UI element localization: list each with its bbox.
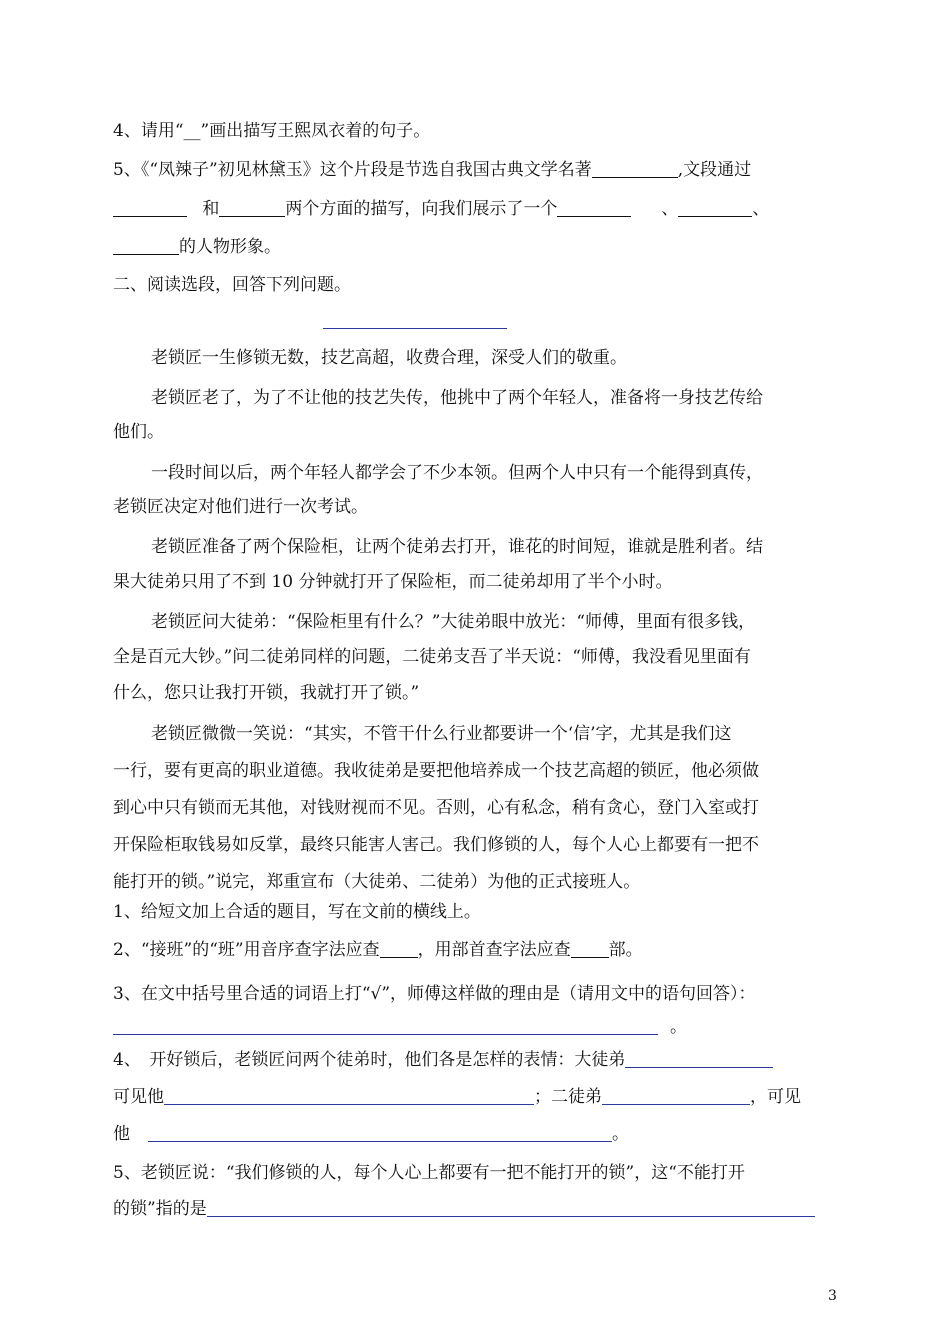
question-2: 2、“接班”的“班”用音序查字法应查 ，用部首查字法应查 部。 xyxy=(113,940,643,960)
answer-blank[interactable] xyxy=(592,159,678,178)
question-5-line3: 的人物形象。 xyxy=(113,234,281,260)
passage-paragraph-1: 老锁匠一生修锁无数，技艺高超，收费合理，深受人们的敬重。 xyxy=(151,348,627,368)
answer-line[interactable] xyxy=(207,1196,815,1217)
answer-blank[interactable] xyxy=(113,198,187,217)
answer-blank[interactable] xyxy=(678,198,752,217)
answer-blank-yinxu[interactable] xyxy=(380,939,418,958)
passage-paragraph-4: 老锁匠准备了两个保险柜，让两个徒弟去打开，谁花的时间短，谁就是胜利者。结 xyxy=(151,537,763,557)
answer-line[interactable] xyxy=(625,1047,773,1068)
answer-line[interactable] xyxy=(113,1014,658,1035)
passage-paragraph-3-cont: 老锁匠决定对他们进行一次考试。 xyxy=(113,497,368,517)
question-3-answer: 。 xyxy=(113,1014,687,1040)
passage-paragraph-2: 老锁匠老了，为了不让他的技艺失传，他挑中了两个年轻人，准备将一身技艺传给 xyxy=(151,388,763,408)
question-1: 1、给短文加上合适的题目，写在文前的横线上。 xyxy=(113,902,481,922)
passage-paragraph-5: 老锁匠问大徒弟：“保险柜里有什么？”大徒弟眼中放光：“师傅，里面有很多钱， xyxy=(151,612,756,632)
answer-blank-bushou[interactable] xyxy=(571,939,609,958)
answer-blank[interactable] xyxy=(557,198,631,217)
passage-paragraph-4-cont: 果大徒弟只用了不到 10 分钟就打开了保险柜，而二徒弟却用了半个小时。 xyxy=(113,572,673,592)
question-4-line1: 4、 开好锁后，老锁匠问两个徒弟时，他们各是怎样的表情：大徒弟 xyxy=(113,1047,773,1073)
answer-line[interactable] xyxy=(602,1084,750,1105)
question-4-line2: 可见他 ；二徒弟 ，可见 xyxy=(113,1084,801,1110)
passage-paragraph-6-cont2: 到心中只有锁而无其他，对钱财视而不见。否则，心有私念，稍有贪心，登门入室或打 xyxy=(113,798,759,818)
passage-paragraph-6-cont3: 开保险柜取钱易如反掌，最终只能害人害己。我们修锁的人，每个人心上都要有一把不 xyxy=(113,835,759,855)
question-5-line1-s2: 5、老锁匠说：“我们修锁的人，每个人心上都要有一把不能打开的锁”，这“不能打开 xyxy=(113,1163,745,1183)
title-answer-line[interactable] xyxy=(323,328,507,329)
page-number: 3 xyxy=(828,1288,837,1304)
answer-blank[interactable] xyxy=(219,198,285,217)
answer-line[interactable] xyxy=(164,1084,534,1105)
passage-paragraph-5-cont1: 全是百元大钞。”问二徒弟同样的问题，二徒弟支吾了半天说：“师傅，我没看见里面有 xyxy=(113,647,751,667)
question-4-section1: 4、请用“__”画出描写王熙凤衣着的句子。 xyxy=(113,121,431,141)
passage-paragraph-6: 老锁匠微微一笑说：“其实，不管干什么行业都要讲一个‘信’字，尤其是我们这 xyxy=(151,724,732,744)
answer-line[interactable] xyxy=(148,1121,612,1142)
passage-paragraph-3: 一段时间以后，两个年轻人都学会了不少本领。但两个人中只有一个能得到真传， xyxy=(151,463,763,483)
answer-blank[interactable] xyxy=(113,236,179,255)
passage-paragraph-5-cont2: 什么，您只让我打开锁，我就打开了锁。” xyxy=(113,683,420,703)
section-heading: 二、阅读选段，回答下列问题。 xyxy=(113,275,351,295)
passage-paragraph-2-cont: 他们。 xyxy=(113,422,164,442)
question-5-line2-s2: 的锁”指的是 xyxy=(113,1196,815,1222)
passage-paragraph-6-cont4: 能打开的锁。”说完，郑重宣布（大徒弟、二徒弟）为他的正式接班人。 xyxy=(113,872,641,892)
question-5-line1: 5、《“凤辣子”初见林黛玉》这个片段是节选自我国古典文学名著 ,文段通过 xyxy=(113,160,752,180)
question-3: 3、在文中括号里合适的词语上打“√”，师傅这样做的理由是（请用文中的语句回答）： xyxy=(113,984,756,1004)
passage-paragraph-6-cont1: 一行，要有更高的职业道德。我收徒弟是要把他培养成一个技艺高超的锁匠，他必须做 xyxy=(113,761,759,781)
question-5-line2: 和 两个方面的描写，向我们展示了一个 、 、 xyxy=(113,196,769,222)
question-4-line3: 他 。 xyxy=(113,1121,629,1147)
